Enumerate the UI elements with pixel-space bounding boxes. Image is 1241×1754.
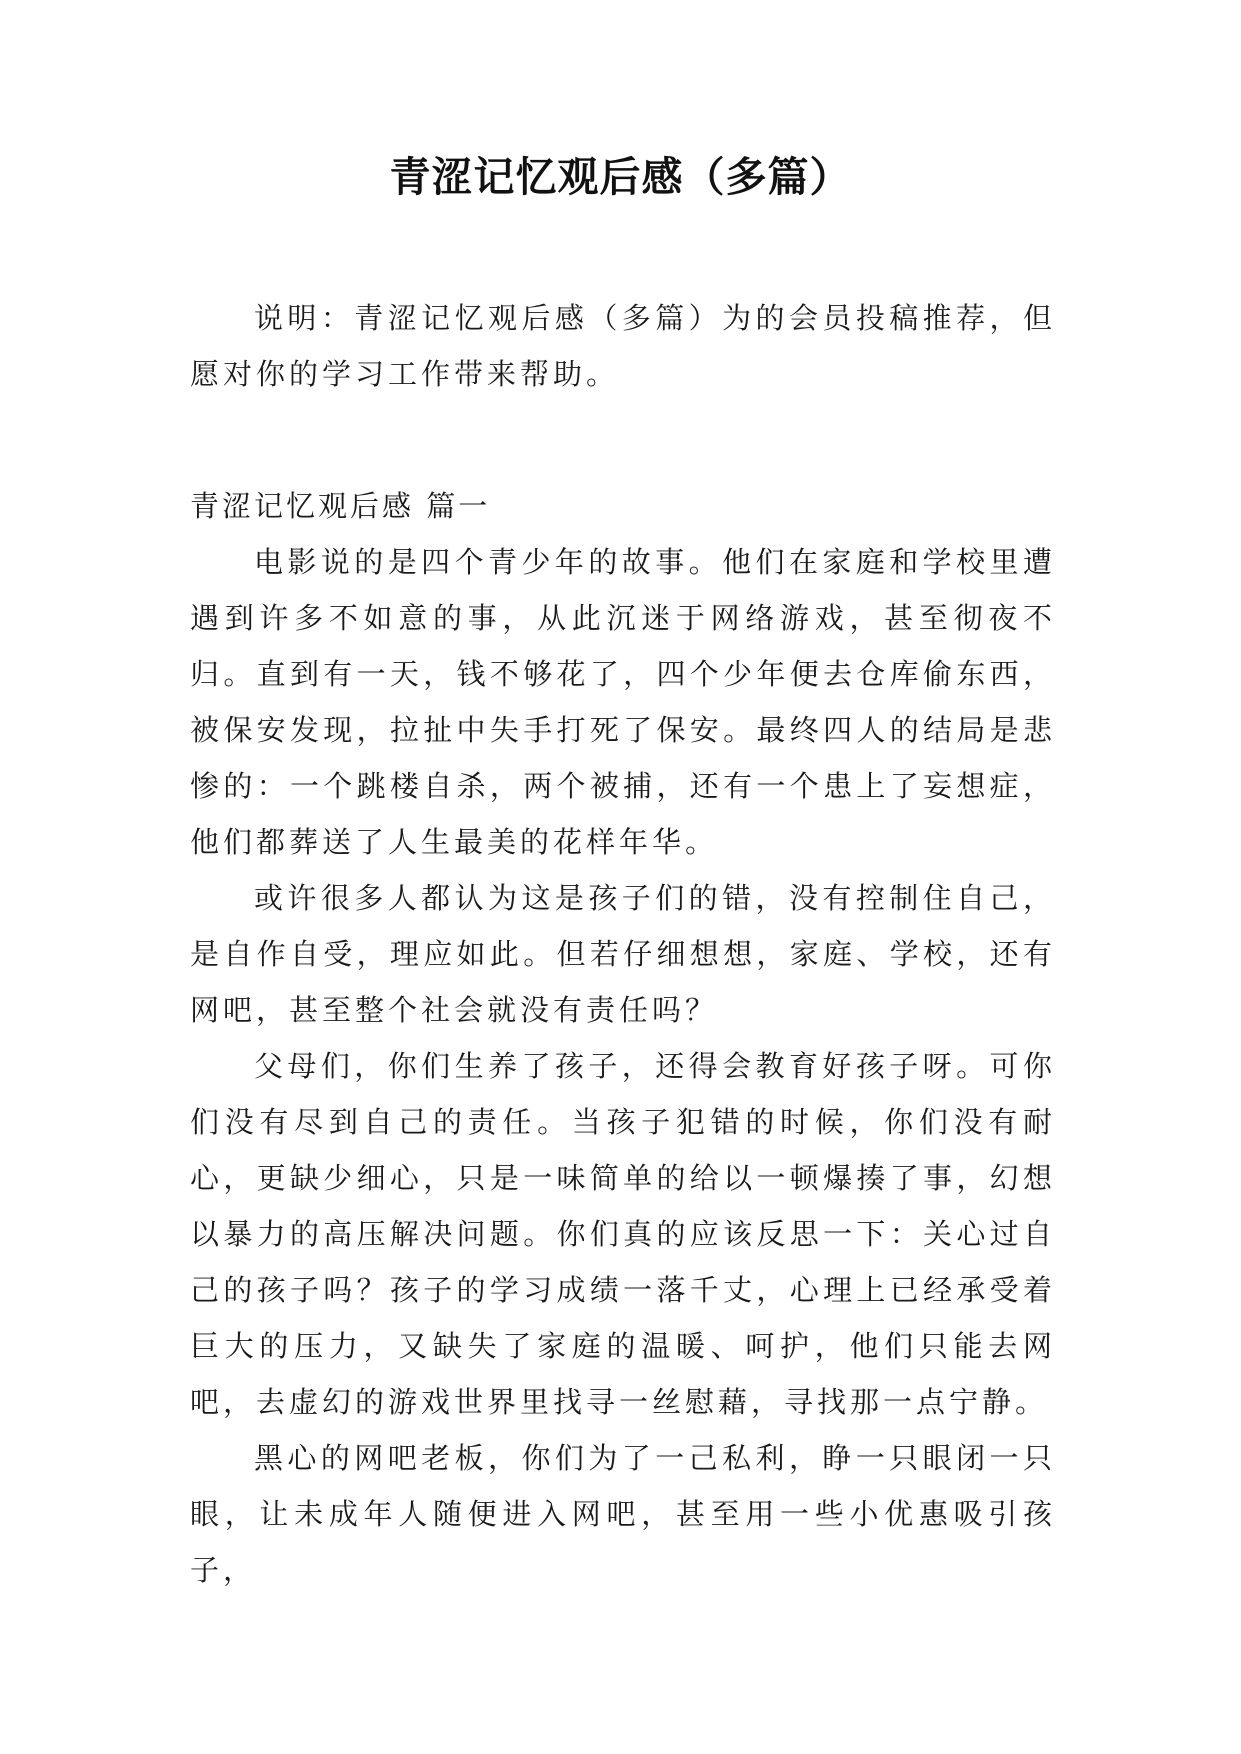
section-heading: 青涩记忆观后感 篇一: [190, 489, 491, 523]
body-paragraph: 黑心的网吧老板，你们为了一己私利，睁一只眼闭一只眼，让未成年人随便进入网吧，甚至用一些小优惠吸引孩子，: [190, 1441, 1056, 1587]
document-title: 青涩记忆观后感（多篇）: [389, 153, 852, 201]
document-body: [190, 290, 1056, 1598]
body-paragraph: 或许很多人都认为这是孩子们的错，没有控制住自己，是自作自受，理应如此。但若仔细想想，家庭、学校，还有网吧，甚至整个社会就没有责任吗？: [190, 881, 1056, 1027]
intro-paragraph: 说明：青涩记忆观后感（多篇）为的会员投稿推荐，但愿对你的学习工作带来帮助。: [190, 301, 1056, 391]
body-paragraph: 父母们，你们生养了孩子，还得会教育好孩子呀。可你们没有尽到自己的责任。当孩子犯错的时候，你们没有耐心，更缺少细心，只是一味简单的给以一顿爆揍了事，幻想以暴力的高压解决问题。你们真的应该反思一下：关心过自己的孩子吗？孩子的学习成绩一落千丈，心理上已经承受着巨大的压力，又缺失了家庭的温暖、呵护，他们只能去网吧，去虚幻的游戏世界里找寻一丝慰藉，寻找那一点宁静。: [190, 1049, 1056, 1419]
body-paragraph: 电影说的是四个青少年的故事。他们在家庭和学校里遭遇到许多不如意的事，从此沉迷于网络游戏，甚至彻夜不归。直到有一天，钱不够花了，四个少年便去仓库偷东西，被保安发现，拉扯中失手打死了保安。最终四人的结局是悲惨的：一个跳楼自杀，两个被捕，还有一个患上了妄想症，他们都葬送了人生最美的花样年华。: [190, 545, 1056, 859]
